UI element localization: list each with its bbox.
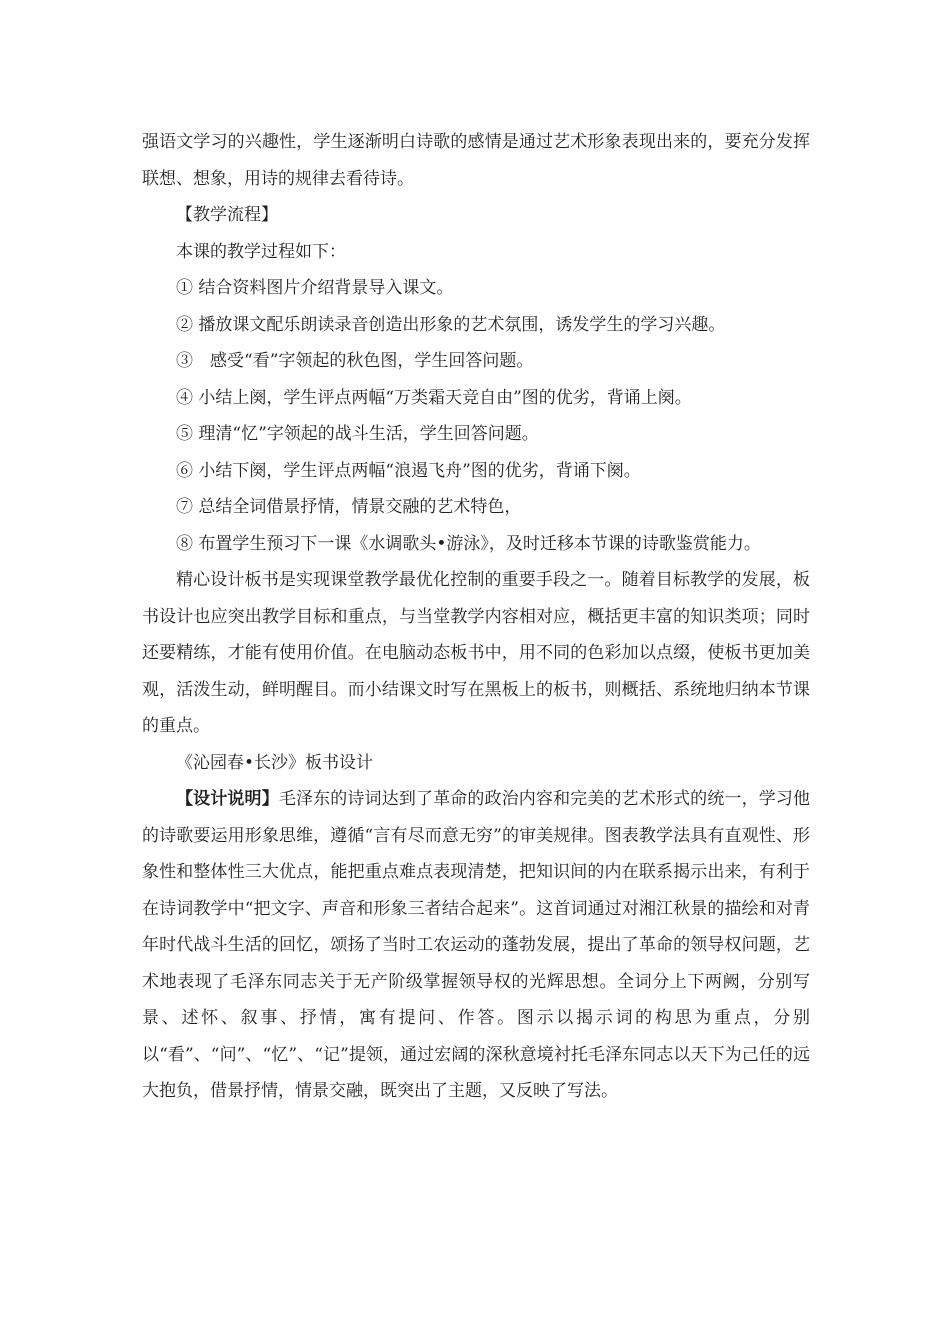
teaching-step-2: ② 播放课文配乐朗读录音创造出形象的艺术氛围，诱发学生的学习兴趣。 [176, 314, 726, 335]
board-design-paragraph: 精心设计板书是实现课堂教学最优化控制的重要手段之一。随着目标教学的发展，板书设计也应突出教学目标和重点，与当堂教学内容相对应，概括更丰富的知识类项；同时还要精练，才能有使用价值。在电脑动态板书中，用不同的色彩加以点缀，使板书更加美观，活泼生动，鲜明醒目。而小结课文时写在黑板上的板书，则概括、系统地归纳本节课的重点。 [142, 570, 810, 736]
teaching-steps-list [142, 270, 810, 562]
teaching-flow-intro: 本课的教学过程如下： [176, 241, 346, 262]
design-note-label: 【设计说明】 [176, 789, 279, 809]
teaching-step-4: ④ 小结上阕，学生评点两幅“万类霜天竞自由”图的优劣，背诵上阕。 [176, 387, 692, 408]
intro-continuation-paragraph: 强语文学习的兴趣性，学生逐渐明白诗歌的感情是通过艺术形象表现出来的，要充分发挥联想、想象，用诗的规律去看待诗。 [142, 132, 810, 189]
teaching-step-6: ⑥ 小结下阕，学生评点两幅“浪遏飞舟”图的优劣，背诵下阕。 [176, 460, 641, 481]
document-body [142, 124, 810, 1110]
teaching-step-3: ③ 感受“看”字领起的秋色图，学生回答问题。 [176, 351, 534, 371]
board-design-title: 《沁园春•长沙》板书设计 [176, 752, 374, 773]
teaching-step-7: ⑦ 总结全词借景抒情，情景交融的艺术特色， [176, 497, 522, 517]
design-note-paragraph [142, 781, 810, 1110]
teaching-flow-heading: 【教学流程】 [176, 205, 278, 225]
design-note-text: 毛泽东的诗词达到了革命的政治内容和完美的艺术形式的统一，学习他的诗歌要运用形象思维，遵循“言有尽而意无穷”的审美规律。图表教学法具有直观性、形象性和整体性三大优点，能把重点难点表现清楚，把知识间的内在联系揭示出来，有利于在诗词教学中“把文字、声音和形象三者结合起来”。这首词通过对湘江秋景的描绘和对青年时代战斗生活的回忆，颂扬了当时工农运动的蓬勃发展，提出了革命的领导权问题，艺术地表现了毛泽东同志关于无产阶级掌握领导权的光辉思想。全词分上下两阙，分别写景、述怀、叙事、抒情，寓有提问、作答。图示以揭示词的构思为重点，分别以“看”、“问”、“忆”、“记”提领，通过宏阔的深秋意境衬托毛泽东同志以天下为己任的远大抱负，借景抒情，情景交融，既突出了主题，又反映了写法。 [142, 789, 811, 1101]
teaching-step-8: ⑧ 布置学生预习下一课《水调歌头•游泳》，及时迁移本节课的诗歌鉴赏能力。 [176, 533, 761, 554]
teaching-step-1: ① 结合资料图片介绍背景导入课文。 [176, 278, 454, 298]
teaching-step-5: ⑤ 理清“忆”字领起的战斗生活，学生回答问题。 [176, 424, 539, 444]
